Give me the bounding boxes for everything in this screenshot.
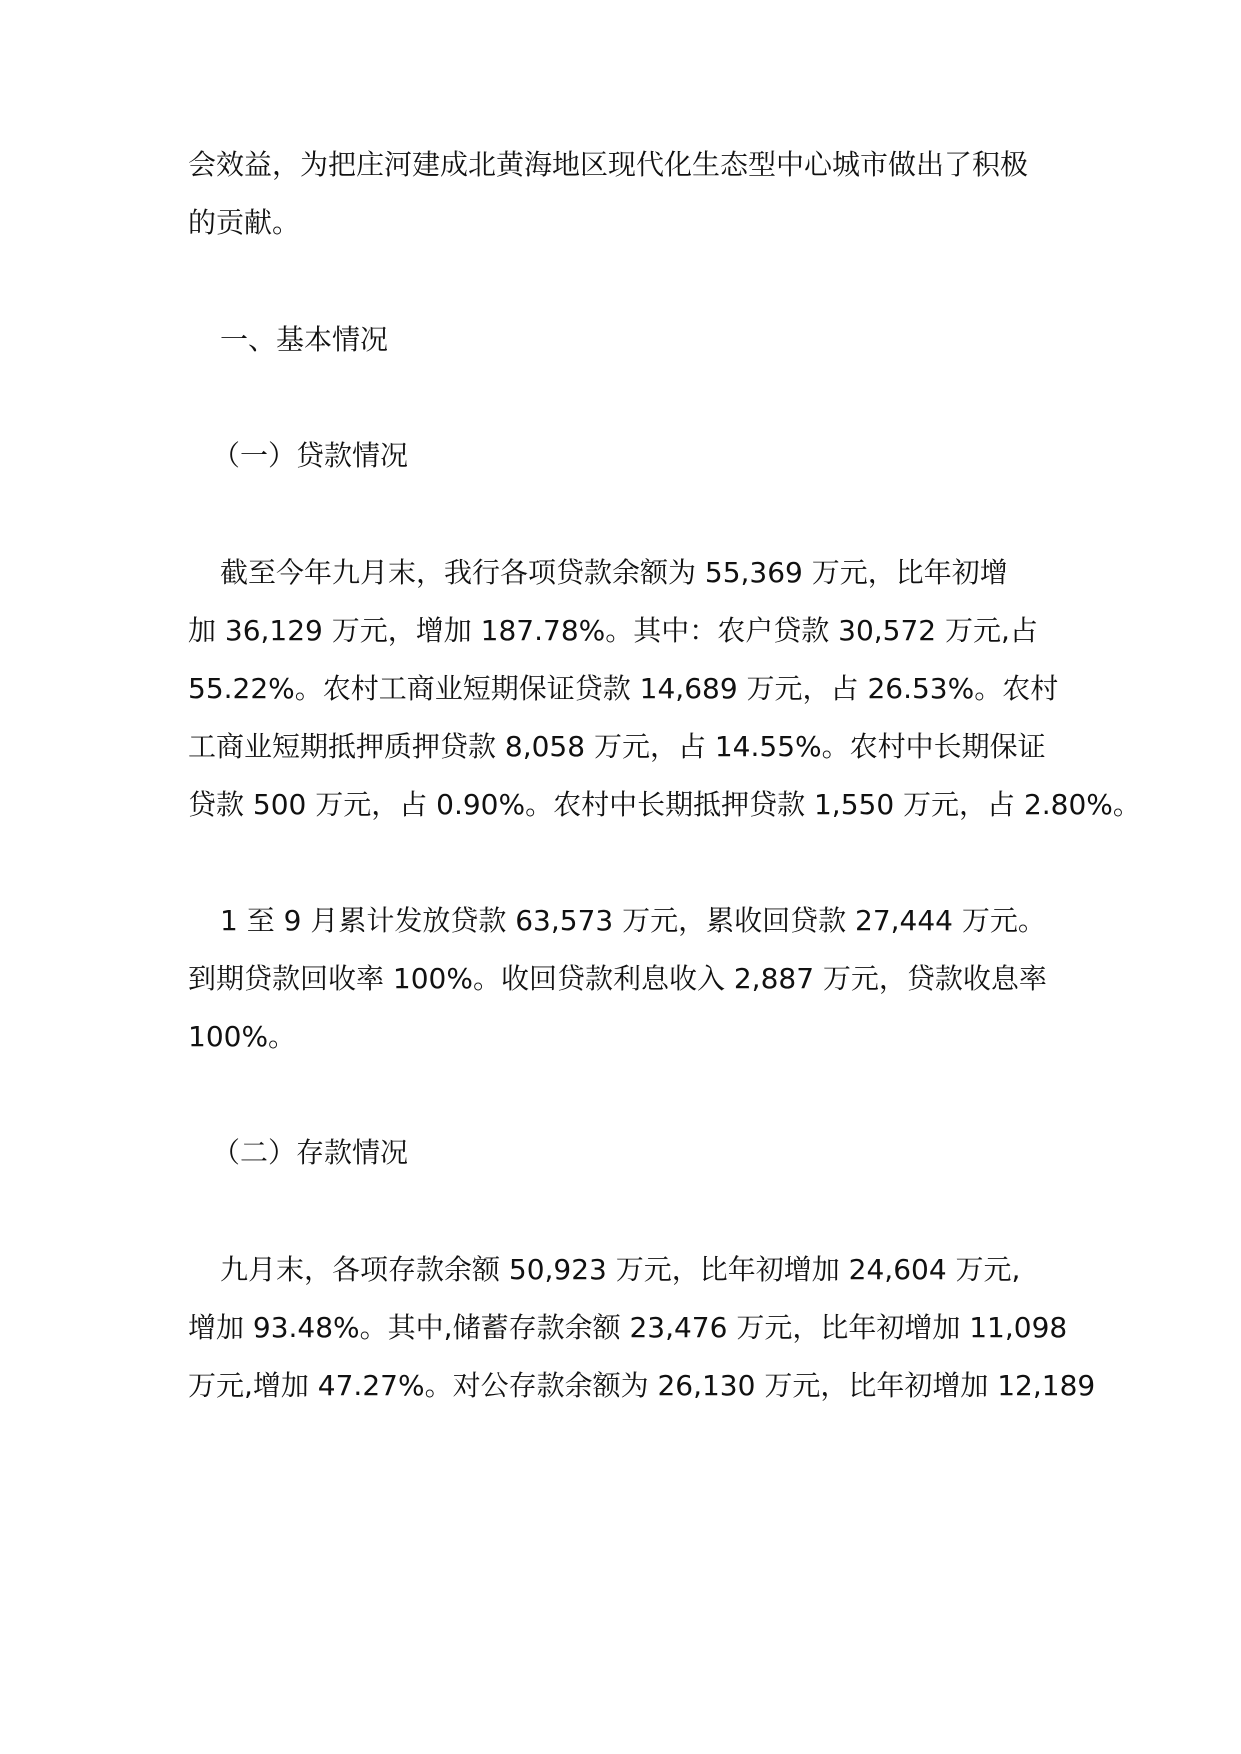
loans-paragraph-1-line-3: 55.22%。农村工商业短期保证贷款 14,689 万元，占 26.53%。农村	[188, 672, 1059, 705]
deposits-paragraph-1-line-3: 万元,增加 47.27%。对公存款余额为 26,130 万元，比年初增加 12,189	[188, 1369, 1096, 1402]
subsection-heading-deposits: （二）存款情况	[212, 1136, 409, 1169]
loans-paragraph-1-line-5: 贷款 500 万元，占 0.90%。农村中长期抵押贷款 1,550 万元，占 2.80%。	[188, 788, 1141, 821]
deposits-paragraph-1-line-2: 增加 93.48%。其中,储蓄存款余额 23,476 万元，比年初增加 11,098	[188, 1311, 1068, 1344]
subsection-heading-loans: （一）贷款情况	[212, 439, 409, 472]
intro-line-2: 的贡献。	[188, 206, 301, 239]
loans-paragraph-2-line-3: 100%。	[188, 1020, 297, 1053]
section-heading: 一、基本情况	[220, 323, 389, 356]
intro-line-1: 会效益，为把庄河建成北黄海地区现代化生态型中心城市做出了积极	[188, 148, 1029, 181]
loans-paragraph-1-line-4: 工商业短期抵押质押贷款 8,058 万元，占 14.55%。农村中长期保证	[188, 730, 1046, 763]
loans-paragraph-1-line-2: 加 36,129 万元，增加 187.78%。其中：农户贷款 30,572 万元,占	[188, 614, 1038, 647]
loans-paragraph-2-line-1: 1 至 9 月累计发放贷款 63,573 万元，累收回贷款 27,444 万元。	[220, 904, 1046, 937]
loans-paragraph-1-line-1: 截至今年九月末，我行各项贷款余额为 55,369 万元，比年初增	[220, 556, 1008, 589]
deposits-paragraph-1-line-1: 九月末，各项存款余额 50,923 万元，比年初增加 24,604 万元,	[220, 1253, 1021, 1286]
loans-paragraph-2-line-2: 到期贷款回收率 100%。收回贷款利息收入 2,887 万元，贷款收息率	[188, 962, 1047, 995]
